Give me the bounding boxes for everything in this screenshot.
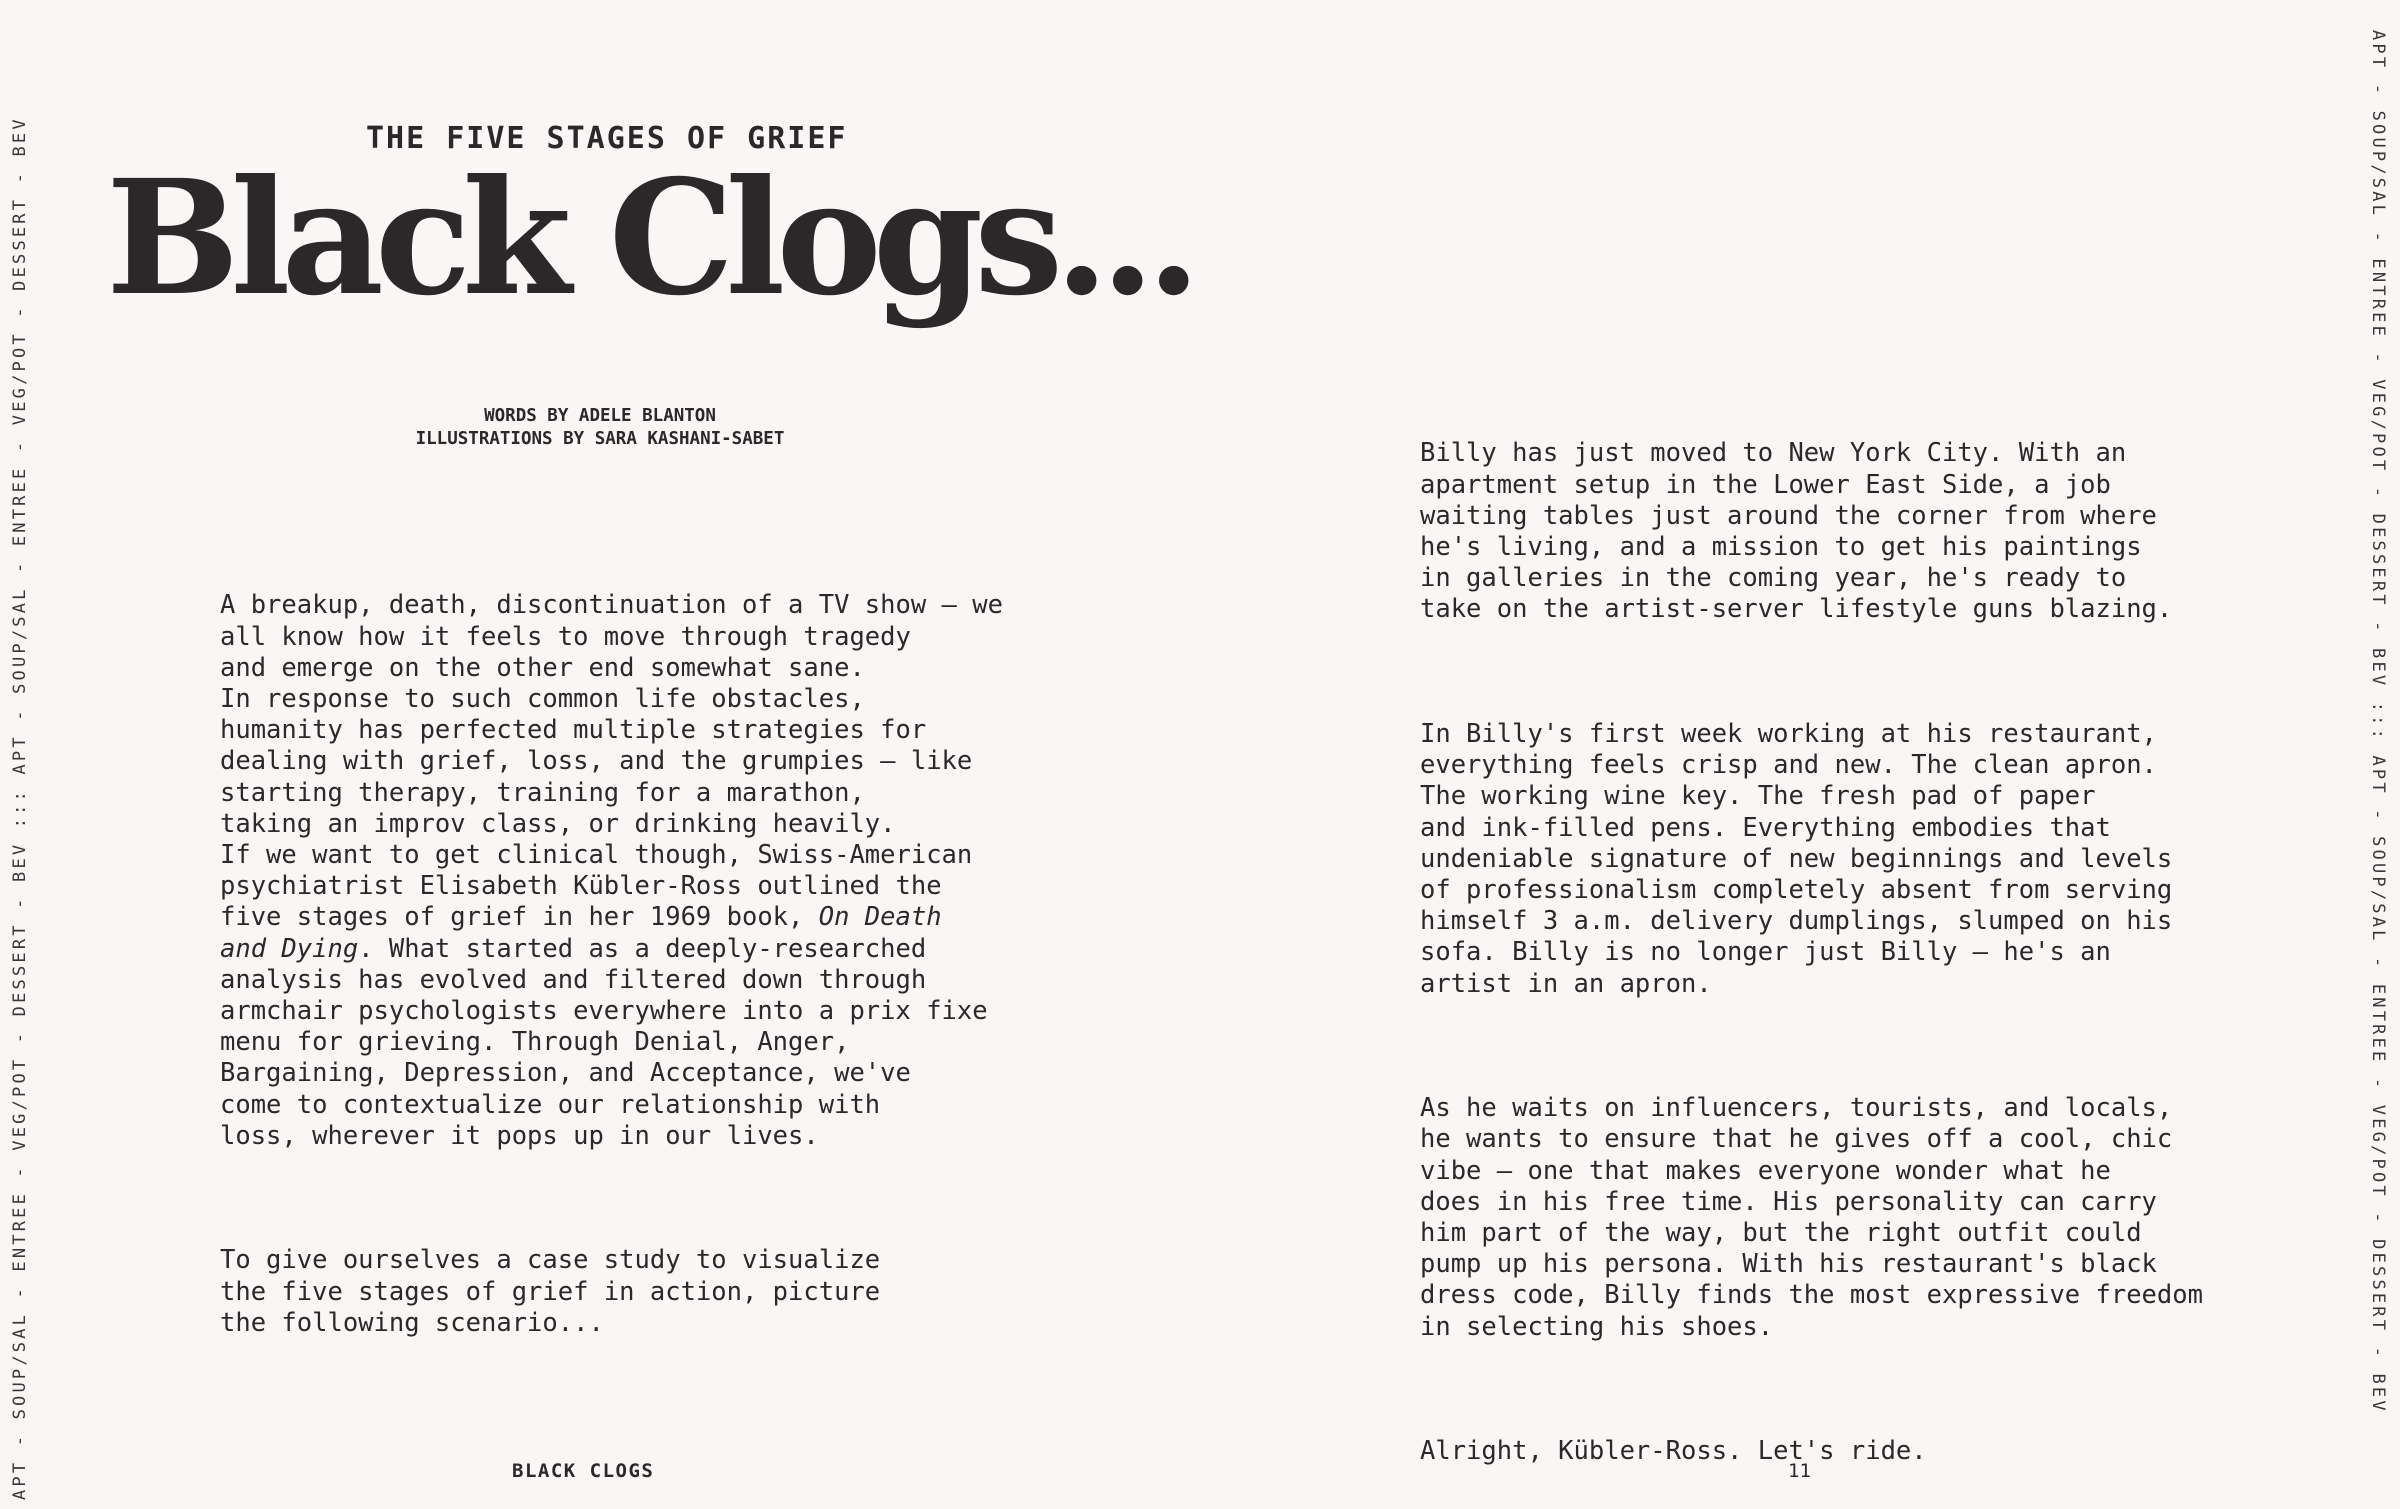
right-text-column [1420,376,2203,1499]
billy-move-paragraph: Billy has just moved to New York City. With an apartment setup in the Lower East Side, a job waiting tables just around the corner from where he's living, and a mission to get his paintings in galleries in the coming year, he's ready to take on the artist-server lifestyle guns blazing. [1420,438,2173,625]
article-kicker: THE FIVE STAGES OF GRIEF [366,121,848,156]
closing-line: Alright, Kübler-Ross. Let's ride. [1420,1436,1927,1467]
article-credits [300,405,900,451]
byline-illustrations: ILLUSTRATIONS BY SARA KASHANI-SABET [415,429,785,449]
article-headline: Black Clogs... [106,146,1193,331]
intro-text-a: A breakup, death, discontinuation of a TV show — we all know how it feels to move through tragedy and emerge on the other end somewhat sane. In response to such common life obstacles, humanity has perfected multiple strategies for dealing with grief, loss, and the grumpies — like starting therapy, training for a marathon, taking an improv class, or drinking heavily. If we want to get clinical though, Swiss-American psychiatrist Elisabeth Kübler-Ross outlined the five stages of grief in her 1969 book, [220,590,1003,933]
intro-paragraph [220,590,1003,1152]
left-text-column [220,528,1003,1370]
right-margin-section-nav: APT - SOUP/SAL - ENTREE - VEG/POT - DESSERT - BEV ::: APT - SOUP/SAL - ENTREE - VEG/POT - DESSERT - BEV [2368,30,2388,1414]
intro-text-b: . What started as a deeply-researched analysis has evolved and filtered down through armchair psychologists everywhere into a prix fixe menu for grieving. Through Denial, Anger, Bargaining, Depression, and Acceptance, we've come to contextualize our relationship with loss, wherever it pops up in our lives. [220,933,988,1151]
scenario-paragraph: To give ourselves a case study to visualize the five stages of grief in action, picture the following scenario... [220,1245,881,1338]
footer-page-number: 11 [1788,1460,1811,1482]
book-title-line1: On Death [818,902,942,933]
first-week-paragraph: In Billy's first week working at his restaurant, everything feels crisp and new. The clean apron. The working wine key. The fresh pad of paper and ink-filled pens. Everything embodies that undeniable signature of new beginnings and levels of professionalism completely absent from serving himself 3 a.m. delivery dumplings, slumped on his sofa. Billy is no longer just Billy — he's an artist in an apron. [1420,719,2173,999]
footer-section-title: BLACK CLOGS [512,1460,655,1482]
left-margin-section-nav: APT - SOUP/SAL - ENTREE - VEG/POT - DESSERT - BEV ::: APT - SOUP/SAL - ENTREE - VEG/POT - DESSERT - BEV [10,116,30,1500]
book-title-line2: and Dying [220,933,359,964]
byline-words: WORDS BY ADELE BLANTON [484,406,716,426]
outfit-paragraph: As he waits on influencers, tourists, and locals, he wants to ensure that he gives off a cool, chic vibe — one that makes everyone wonder what he does in his free time. His personality can carry him part of the way, but the right outfit could pump up his persona. With his restaurant's black dress code, Billy finds the most expressive freedom in selecting his shoes. [1420,1093,2203,1342]
